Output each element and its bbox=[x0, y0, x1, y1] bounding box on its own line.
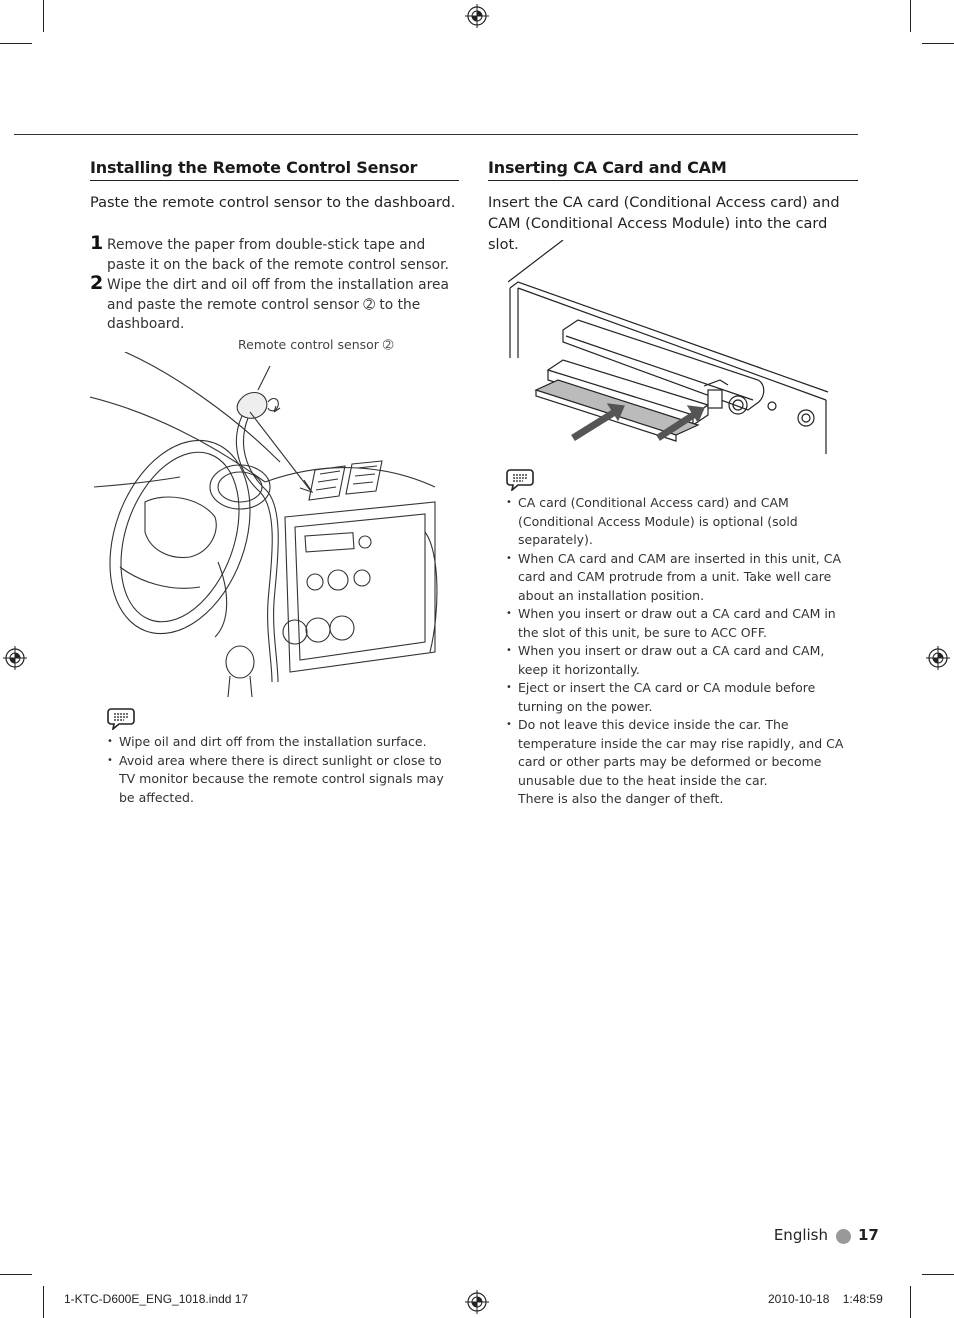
note-item: • When CA card and CAM are inserted in this unit, CA card and CAM protrude from a unit. Take well care about an installation position. bbox=[506, 550, 851, 606]
crop-mark-icon bbox=[910, 1286, 911, 1318]
step-item bbox=[90, 272, 459, 335]
dashboard-illustration bbox=[90, 352, 440, 697]
step-text: Remove the paper from double-stick tape and paste it on the back of the remote control sensor. bbox=[107, 237, 449, 273]
ca-card-illustration bbox=[508, 240, 830, 458]
note-item: • Eject or insert the CA card or CA module before turning on the power. bbox=[506, 679, 851, 716]
note-item: • When you insert or draw out a CA card and CAM, keep it horizontally. bbox=[506, 642, 851, 679]
crop-mark-icon bbox=[43, 0, 44, 32]
registration-mark-icon bbox=[926, 646, 950, 670]
page-number: 17 bbox=[858, 1226, 879, 1244]
figure-label-remote-sensor: Remote control sensor ➁ bbox=[238, 337, 394, 352]
step-list bbox=[90, 232, 459, 335]
remote-sensor-section bbox=[90, 158, 459, 336]
note-icon bbox=[506, 467, 534, 491]
registration-mark-icon bbox=[465, 4, 489, 28]
note-item: • When you insert or draw out a CA card and CAM in the slot of this unit, be sure to ACC OFF. bbox=[506, 605, 851, 642]
crop-mark-icon bbox=[922, 1274, 954, 1275]
note-icon bbox=[107, 706, 135, 730]
slug-datetime: 2010-10-18 1:48:59 bbox=[768, 1292, 883, 1306]
step-item bbox=[90, 232, 459, 275]
step-text: Wipe the dirt and oil off from the installation area and paste the remote control sensor ➁ to the dashboard. bbox=[107, 277, 449, 332]
section-lead: Insert the CA card (Conditional Access card) and CAM (Conditional Access Module) into the card slot. bbox=[488, 195, 840, 253]
note-item: • Do not leave this device inside the car. The temperature inside the car may rise rapidly, and CA card or other parts may be deformed or become unusable due to the heat inside the car. bbox=[506, 716, 851, 790]
step-number: 1 bbox=[90, 232, 104, 254]
registration-mark-icon bbox=[465, 1290, 489, 1314]
crop-mark-icon bbox=[43, 1286, 44, 1318]
section-lead: Paste the remote control sensor to the dashboard. bbox=[90, 195, 456, 211]
step-number: 2 bbox=[90, 272, 104, 294]
right-notes-list bbox=[506, 494, 851, 809]
section-title: Installing the Remote Control Sensor bbox=[90, 158, 459, 181]
slug-filename: 1-KTC-D600E_ENG_1018.indd 17 bbox=[64, 1292, 249, 1306]
footer-language: English bbox=[773, 1226, 828, 1244]
note-item: • Avoid area where there is direct sunlight or close to TV monitor because the remote control signals may be affected. bbox=[107, 752, 452, 808]
crop-mark-icon bbox=[0, 43, 32, 44]
section-title: Inserting CA Card and CAM bbox=[488, 158, 858, 181]
note-item: • CA card (Conditional Access card) and CAM (Conditional Access Module) is optional (sold separately). bbox=[506, 494, 851, 550]
note-item: • Wipe oil and dirt off from the installation surface. bbox=[107, 733, 452, 752]
header-rule bbox=[14, 134, 858, 135]
page-dot-icon bbox=[836, 1229, 851, 1244]
left-notes-list bbox=[107, 733, 452, 807]
crop-mark-icon bbox=[0, 1274, 32, 1275]
crop-mark-icon bbox=[910, 0, 911, 32]
note-item-continuation: There is also the danger of theft. bbox=[518, 791, 724, 806]
crop-mark-icon bbox=[922, 43, 954, 44]
registration-mark-icon bbox=[3, 646, 27, 670]
